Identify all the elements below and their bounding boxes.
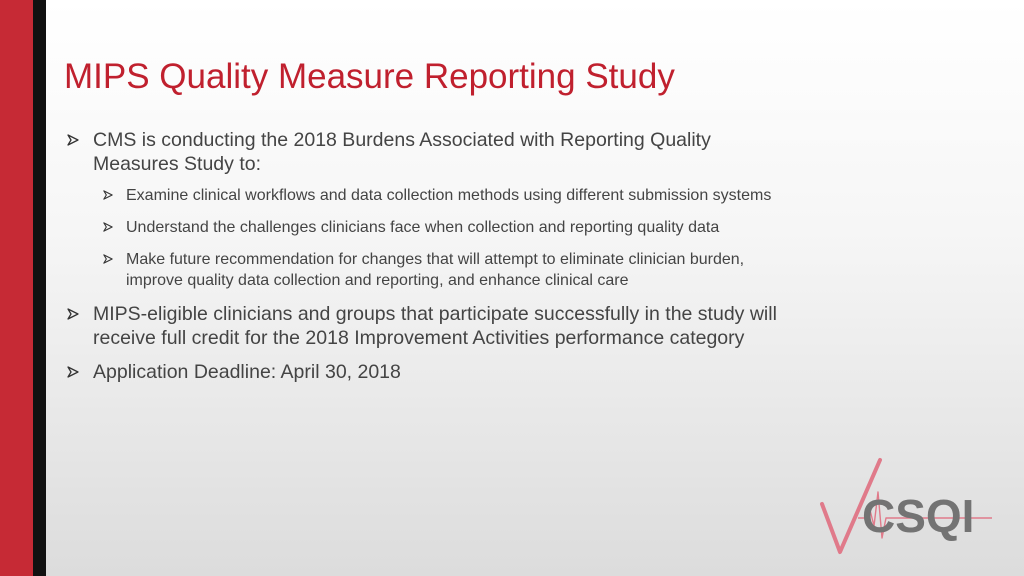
- sub-bullet-text: Understand the challenges clinicians face when collection and reporting quality data: [126, 219, 720, 236]
- left-accent-bar-red: [0, 0, 33, 576]
- sub-bullet-item: [102, 249, 784, 291]
- logo-wordmark: CSQI: [862, 490, 975, 542]
- sub-bullet-text: Examine clinical workflows and data collection methods using different submission systems: [126, 187, 772, 204]
- arrow-bullet-icon: [67, 308, 79, 320]
- csqi-logo: [818, 452, 998, 558]
- sub-bullet-item: [102, 217, 784, 238]
- bullet-text: Application Deadline: April 30, 2018: [93, 361, 401, 383]
- arrow-bullet-icon: [103, 190, 113, 200]
- bullet-item: [64, 360, 784, 384]
- arrow-bullet-icon: [67, 134, 79, 146]
- arrow-bullet-icon: [103, 222, 113, 232]
- slide-title: MIPS Quality Measure Reporting Study: [64, 57, 675, 96]
- bullet-list: [64, 128, 784, 384]
- bullet-item: [64, 128, 784, 176]
- bullet-item: [64, 302, 784, 350]
- bullet-text: CMS is conducting the 2018 Burdens Associated with Reporting Quality Measures Study to:: [93, 129, 711, 175]
- left-accent-bar-black: [33, 0, 46, 576]
- arrow-bullet-icon: [67, 366, 79, 378]
- sub-bullet-item: [102, 185, 784, 206]
- sub-bullet-text: Make future recommendation for changes that will attempt to eliminate clinician burden, improve quality data collection and reporting, and enhance clinical care: [126, 251, 745, 289]
- arrow-bullet-icon: [103, 254, 113, 264]
- bullet-text: MIPS-eligible clinicians and groups that participate successfully in the study will receive full credit for the 2018 Improvement Activities performance category: [93, 303, 777, 349]
